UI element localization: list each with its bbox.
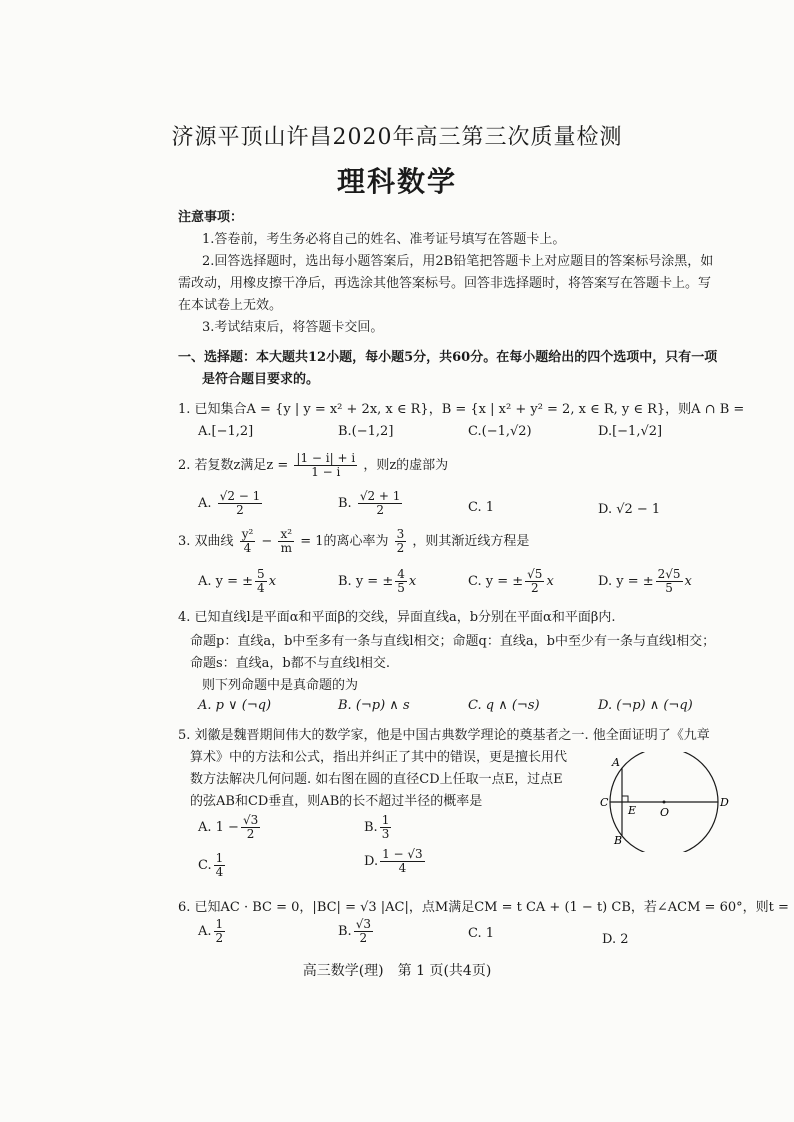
q1-option-b: B.(−1,2] [338, 424, 394, 439]
q5-line-3: 数方法解决几何问题. 如右图在圆的直径CD上任取一点E，过点E [190, 772, 563, 787]
q3-f1-num: y² [241, 527, 254, 541]
label-d: D [720, 796, 729, 809]
center-dot [663, 801, 666, 804]
label-c: C [600, 796, 609, 809]
q3-a-frac [255, 568, 267, 595]
q3-stem-post: ，则其渐近线方程是 [412, 534, 530, 549]
q6-option-a [198, 918, 227, 945]
q5-d-label: D. [364, 854, 379, 869]
q2-b-den: 2 [376, 503, 384, 517]
q3-stem-pre: 3. 双曲线 [178, 534, 234, 549]
label-a: A [612, 756, 620, 769]
q3-d-den: 5 [665, 581, 673, 595]
q5-d-frac [380, 848, 425, 875]
q5-d-den: 4 [398, 861, 407, 875]
q1-stem: 1. 已知集合A = {y | y = x² + 2x, x ∈ R}，B = {x | x² + y² = 2, x ∈ R, y ∈ R}，则A ∩ B = [178, 402, 745, 417]
q3-a-num: 5 [257, 567, 265, 581]
exam-title: 济源平顶山许昌2020年高三第三次质量检测 [171, 125, 623, 150]
q6-option-b [338, 918, 375, 945]
q4-stem: 4. 已知直线l是平面α和平面β的交线，异面直线a，b分别在平面α和平面β内. [178, 610, 616, 625]
q2-option-a [198, 490, 264, 517]
q6-b-num: √3 [355, 917, 371, 931]
section-1-line-2: 是符合题目要求的。 [202, 372, 320, 387]
q3-b-num: 4 [397, 567, 405, 581]
q3-option-a [198, 568, 276, 595]
q4-prop-s: 命题s：直线a，b都不与直线l相交. [190, 656, 391, 671]
q3-frac-1 [240, 528, 256, 555]
q5-b-label: B. [364, 820, 378, 835]
q3-frac-3 [395, 528, 407, 555]
q5-b-den: 3 [381, 827, 390, 841]
q3-f2-num: x² [280, 527, 293, 541]
q3-f3-num: 3 [396, 527, 405, 541]
q1-option-a: A.[−1,2] [198, 424, 254, 439]
q4-option-a: A. p ∨ (¬q) [198, 698, 272, 713]
q2-a-den: 2 [236, 503, 244, 517]
label-o: O [660, 806, 670, 819]
q3-frac-2 [278, 528, 294, 555]
q3-c-post: x [546, 574, 554, 589]
q3-f3-den: 2 [396, 541, 405, 555]
note-3: 3.考试结束后，将答题卡交回。 [202, 320, 384, 335]
q5-a-den: 2 [246, 827, 255, 841]
q6-b-den: 2 [359, 931, 368, 945]
q4-prop-p-q: 命题p：直线a，b中至多有一条与直线l相交；命题q：直线a，b中至少有一条与直线l相交； [190, 634, 716, 649]
q4-option-d: D. (¬p) ∧ (¬q) [598, 698, 693, 713]
q2-b-frac [358, 490, 403, 517]
q3-d-pre: D. y = ± [598, 574, 654, 589]
q3-minus: − [261, 534, 273, 549]
q4-ask: 则下列命题中是真命题的为 [202, 678, 359, 693]
subject-title: 理科数学 [336, 165, 457, 198]
q5-c-num: 1 [215, 851, 224, 865]
q2-option-c: C. 1 [468, 500, 495, 515]
q5-b-num: 1 [381, 813, 390, 827]
q1-option-d: D.[−1,√2] [598, 424, 663, 439]
q5-option-b [364, 814, 393, 841]
q2-a-label: A. [198, 496, 212, 511]
note-2-line-3: 在本试卷上无效。 [178, 298, 283, 313]
q2-option-b [338, 490, 404, 517]
q5-c-label: C. [198, 858, 212, 873]
q3-d-frac [656, 568, 683, 595]
q5-circle-figure [596, 752, 734, 852]
q3-b-post: x [408, 574, 417, 589]
q4-option-c: C. q ∧ (¬s) [468, 698, 540, 713]
q5-a-num: √3 [242, 813, 259, 827]
q3-option-d [598, 568, 692, 595]
q2-b-label: B. [338, 496, 352, 511]
q3-eq: = 1的离心率为 [300, 534, 389, 549]
right-angle-mark [622, 796, 628, 802]
q2-a-num: √2 − 1 [219, 489, 261, 503]
q6-a-frac [214, 918, 226, 945]
q2-a-frac [218, 490, 263, 517]
q5-a-pre: A. 1 − [198, 820, 239, 835]
q3-f1-den: 4 [243, 541, 252, 555]
q5-c-frac [214, 852, 226, 879]
note-2-line-1: 2.回答选择题时，选出每小题答案后，用2B铅笔把答题卡上对应题目的答案标号涂黑，如 [202, 254, 714, 269]
section-1-line-1: 一、选择题：本大题共12小题，每小题5分，共60分。在每小题给出的四个选项中，只有一项 [178, 350, 718, 365]
label-e: E [628, 804, 637, 817]
q5-option-c [198, 852, 227, 879]
q3-b-frac [395, 568, 407, 595]
q5-c-den: 4 [215, 865, 224, 879]
q3-d-post: x [684, 574, 692, 589]
q6-a-label: A. [198, 924, 212, 939]
q5-option-d [364, 848, 427, 875]
q3-option-c [468, 568, 554, 595]
q3-f2-den: m [280, 541, 292, 555]
q3-a-post: x [268, 574, 277, 589]
q5-option-a [198, 814, 262, 841]
q6-a-num: 1 [215, 917, 224, 931]
q2-stem-pre: 2. 若复数z满足z = [178, 458, 289, 473]
q3-d-num: 2√5 [657, 567, 681, 581]
note-2-line-2: 需改动，用橡皮擦干净后，再选涂其他答案标号。回答非选择题时，将答案写在答题卡上。写 [178, 276, 712, 291]
q2-option-d: D. √2 − 1 [598, 502, 661, 517]
q5-d-num: 1 − √3 [382, 847, 423, 861]
q6-a-den: 2 [215, 931, 224, 945]
q5-line-2: 算术》中的方法和公式，指出并纠正了其中的错误，更是擅长用代 [190, 750, 568, 765]
q2-frac-den: 1 − i [311, 465, 341, 479]
q3-c-frac [525, 568, 544, 595]
note-1: 1.答卷前，考生务必将自己的姓名、准考证号填写在答题卡上。 [202, 232, 566, 247]
q1-option-c: C.(−1,√2) [468, 424, 532, 439]
page-footer: 高三数学(理) 第 1 页(共4页) [302, 963, 492, 979]
q6-b-frac [354, 918, 373, 945]
q2-stem-post: ，则z的虚部为 [363, 458, 449, 473]
q3-a-pre: A. y = ± [198, 574, 254, 589]
q5-a-frac [241, 814, 260, 841]
q6-stem: 6. 已知AC · BC = 0，|BC| = √3 |AC|，点M满足CM = t CA + (1 − t) CB，若∠ACM = 60°，则t = [178, 900, 789, 915]
q5-line-1: 5. 刘徽是魏晋期间伟大的数学家，他是中国古典数学理论的奠基者之一. 他全面证明了《九章 [178, 728, 710, 743]
q3-c-num: √5 [527, 567, 543, 581]
q3-b-pre: B. y = ± [338, 574, 394, 589]
q6-b-label: B. [338, 924, 352, 939]
q3-c-pre: C. y = ± [468, 574, 524, 589]
q2-frac-num: |1 − i| + i [296, 451, 356, 465]
label-b: B [614, 834, 623, 847]
q3-option-b [338, 568, 416, 595]
q5-b-frac [380, 814, 392, 841]
q3-a-den: 4 [257, 581, 265, 595]
q4-option-b: B. (¬p) ∧ s [338, 698, 410, 713]
q5-line-4: 的弦AB和CD垂直，则AB的长不超过半径的概率是 [190, 794, 483, 809]
q2-b-num: √2 + 1 [359, 489, 401, 503]
q3-c-den: 2 [530, 581, 539, 595]
q3-stem [178, 528, 529, 555]
q6-option-c: C. 1 [468, 926, 495, 941]
q2-stem-fraction [294, 452, 357, 479]
q2-stem [178, 452, 448, 479]
q3-b-den: 5 [397, 581, 405, 595]
q6-option-d: D. 2 [602, 932, 629, 947]
notes-heading: 注意事项： [178, 210, 244, 225]
